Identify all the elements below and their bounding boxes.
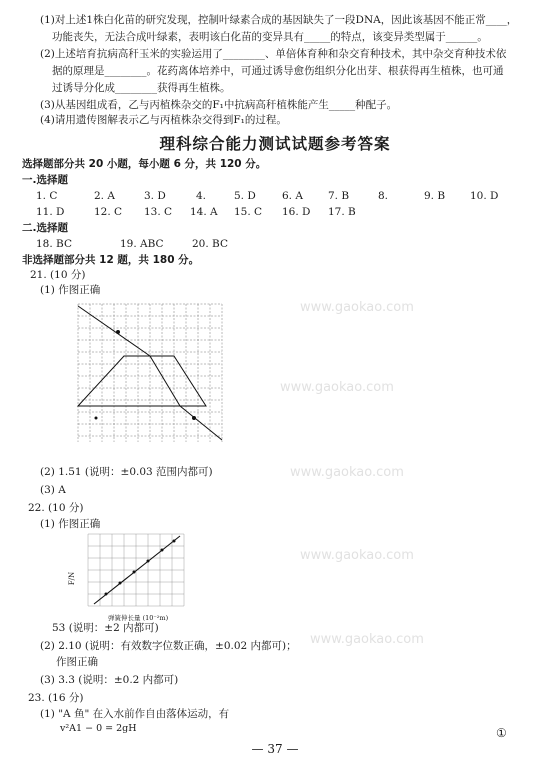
q21-label: 21. (10 分) — [30, 269, 86, 281]
data-point — [95, 417, 98, 420]
answer-item: 15. C — [234, 206, 263, 218]
watermark: www.gaokao.com — [310, 632, 424, 647]
trapezoid-outline — [78, 356, 206, 406]
selection-header: 选择题部分共 20 小题，每小题 6 分，共 120 分。 — [22, 158, 267, 170]
watermark: www.gaokao.com — [280, 380, 394, 395]
q22-sub3: (3) 3.3 (说明：±0.2 内都可) — [40, 674, 179, 686]
answer-item: 16. D — [282, 206, 311, 218]
data-point — [105, 593, 108, 596]
answer-item: 13. C — [144, 206, 173, 218]
diagonal-path — [150, 356, 180, 406]
q22-ylabel: F/N — [68, 571, 77, 586]
answer-item: 8. — [378, 190, 389, 202]
answer-item: 20. BC — [192, 238, 228, 250]
watermark: www.gaokao.com — [290, 465, 404, 480]
question-line: 过诱导分化成________获得再生植株。 — [52, 82, 231, 94]
answer-item: 1. C — [36, 190, 58, 202]
answer-item: 17. B — [328, 206, 356, 218]
q21-graph — [70, 300, 235, 450]
question-line: (2)上述培育抗病高秆玉米的实验运用了________、单倍体育种和杂交育种技术，其中杂交育种技术依 — [40, 48, 507, 60]
q22-graph — [80, 530, 190, 612]
question-line: (4)请用遗传图解表示乙与丙植株杂交得到F₁的过程。 — [40, 114, 287, 126]
question-line: (3)从基因组成看，乙与丙植株杂交的F₁中抗病高秆植株能产生_____种配子。 — [40, 99, 398, 111]
question-line: 据的原理是________。花药离体培养中，可通过诱导愈伤组织分化出芽、根获得再生植株，也可通 — [52, 65, 504, 77]
watermark: www.gaokao.com — [300, 548, 414, 563]
q21-sub3: (3) A — [40, 484, 66, 496]
q21-sub2: (2) 1.51 (说明：±0.03 范围内都可) — [40, 466, 213, 478]
answer-item: 6. A — [282, 190, 303, 202]
q22-xlabel: 弹簧伸长量 (10⁻²m) — [108, 614, 169, 622]
q23-sub1: (1) "A 鱼" 在入水前作自由落体运动，有 — [40, 708, 230, 720]
answer-item: 2. A — [94, 190, 115, 202]
data-point — [173, 540, 176, 543]
part1-label: 一.选择题 — [22, 174, 68, 186]
answer-item: 3. D — [144, 190, 166, 202]
answer-item: 4. — [196, 190, 207, 202]
answer-item: 11. D — [36, 206, 65, 218]
q23-formula: v²A1 − 0 = 2gH — [60, 723, 137, 734]
nonselection-header: 非选择题部分共 12 题，共 180 分。 — [22, 254, 200, 266]
q22-sub2: (2) 2.10 (说明：有效数字位数正确，±0.02 内都可)； — [40, 640, 297, 652]
answer-item: 18. BC — [36, 238, 72, 250]
diagonal-path — [78, 306, 150, 356]
question-line: 功能丧失，无法合成叶绿素，表明该白化苗的变异具有_____的特点，该变异类型属于______。 — [52, 31, 488, 43]
answer-item: 9. B — [424, 190, 446, 202]
answer-item: 10. D — [470, 190, 499, 202]
diagonal-path — [180, 406, 222, 440]
page-title: 理科综合能力测试试题参考答案 — [159, 135, 391, 153]
q22-line1: 53 (说明：±2 内都可) — [52, 622, 159, 634]
answer-item: 12. C — [94, 206, 123, 218]
answer-item: 5. D — [234, 190, 256, 202]
part2-label: 二.选择题 — [22, 222, 68, 234]
data-point — [161, 549, 164, 552]
data-point — [116, 330, 120, 334]
watermark: www.gaokao.com — [300, 300, 414, 315]
data-point — [133, 571, 136, 574]
circle-mark: ① — [496, 726, 507, 740]
grid — [78, 304, 222, 442]
q22-sub1: (1) 作图正确 — [40, 518, 101, 530]
answer-item: 7. B — [328, 190, 350, 202]
answer-item: 14. A — [190, 206, 218, 218]
question-line: (1)对上述1株白化苗的研究发现，控制叶绿素合成的基因缺失了一段DNA，因此该基因不能正常____， — [40, 14, 518, 26]
data-point — [119, 582, 122, 585]
answer-item: 19. ABC — [120, 238, 164, 250]
data-point — [192, 416, 196, 420]
data-point — [147, 560, 150, 563]
page-number: — 37 — — [251, 742, 299, 756]
q21-sub1: (1) 作图正确 — [40, 284, 101, 296]
q23-label: 23. (16 分) — [28, 692, 84, 704]
q22-label: 22. (10 分) — [28, 502, 84, 514]
q22-sub2b: 作图正确 — [56, 656, 98, 668]
